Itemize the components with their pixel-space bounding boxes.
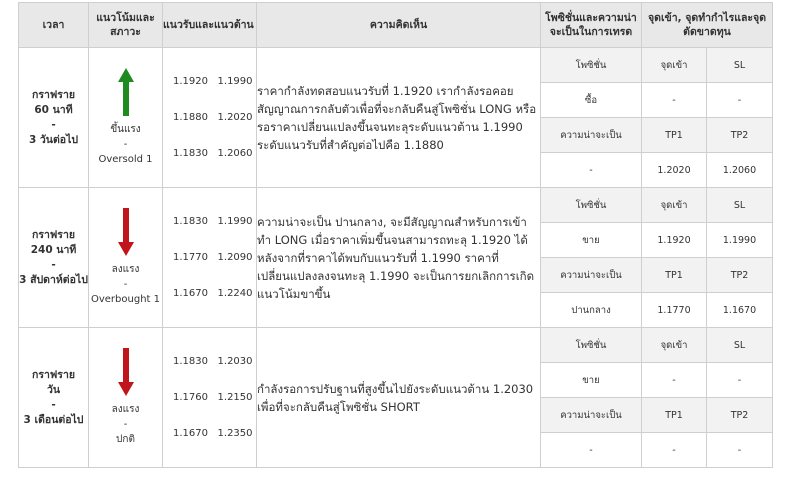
support-resistance-level: 1.1670 1.2350 — [173, 427, 253, 439]
trade-grid-cell: ความน่าจะเป็น — [541, 118, 642, 153]
trade-grid-cell: 1.1990 — [707, 223, 773, 258]
support-resistance-cell — [163, 328, 257, 468]
analysis-row — [19, 328, 773, 363]
timeframe-horizon: 3 สัปดาห์ต่อไป — [19, 273, 88, 286]
trade-grid-cell: SL — [707, 48, 773, 83]
trade-grid-cell: - — [642, 363, 707, 398]
analysis-row — [19, 188, 773, 223]
trade-grid-cell: - — [642, 83, 707, 118]
trend-separator: - — [123, 139, 128, 150]
timeframe-chart-period: 60 นาที — [34, 103, 73, 116]
down-arrow-icon — [89, 208, 162, 256]
timeframe-cell — [19, 188, 89, 328]
trade-grid-cell: ขาย — [541, 363, 642, 398]
trade-grid-cell: 1.1770 — [642, 293, 707, 328]
trade-grid-cell: จุดเข้า — [642, 188, 707, 223]
header-levels: จุดเข้า, จุดทำกำไรและจุดตัดขาดทุน — [642, 3, 773, 48]
support-resistance-cell — [163, 48, 257, 188]
timeframe-separator: - — [51, 398, 56, 411]
support-resistance-level: 1.1830 1.2030 — [173, 355, 253, 367]
timeframe-separator: - — [51, 258, 56, 271]
trade-grid-cell: โพซิชั่น — [541, 48, 642, 83]
trend-label: ลงแรง — [111, 404, 140, 415]
header-time: เวลา — [19, 3, 89, 48]
timeframe-cell — [19, 328, 89, 468]
trade-grid-cell: ความน่าจะเป็น — [541, 398, 642, 433]
up-arrow-icon — [89, 68, 162, 116]
trade-grid-cell: 1.1920 — [642, 223, 707, 258]
header-row — [19, 3, 773, 48]
trade-grid-cell: TP1 — [642, 258, 707, 293]
analysis-row — [19, 48, 773, 83]
trade-grid-cell: ปานกลาง — [541, 293, 642, 328]
timeframe-chart-label: กราฟราย — [31, 88, 75, 101]
comment-cell: ราคากำลังทดสอบแนวรับที่ 1.1920 เรากำลังรอคอยสัญญาณการกลับตัวเพื่อที่จะกลับคืนสู่โพซิชั่น LONG หรือรอราคาเปลี่ยนแปลงขึ้นจนทะลุระดับแนวต้าน 1.1990 ระดับแนวรับที่สำคัญต่อไปคือ 1.1880 — [257, 48, 541, 188]
trade-grid-cell: TP2 — [707, 258, 773, 293]
comment-cell: ความน่าจะเป็น ปานกลาง, จะมีสัญญาณสำหรับการเข้าทำ LONG เมื่อราคาเพิ่มขึ้นจนสามารถทะลุ 1.1920 ได้หลังจากที่ราคาได้พบกับแนวรับที่ 1.1990 ราคาที่เปลี่ยนแปลงลงจนทะลุ 1.1990 จะเป็นการยกเลิกการเกิดแนวโน้มขาขึ้น — [257, 188, 541, 328]
trade-grid-cell: TP2 — [707, 398, 773, 433]
timeframe-horizon: 3 วันต่อไป — [28, 133, 79, 146]
timeframe-chart-period: วัน — [46, 383, 61, 396]
header-position: โพซิชั่นและความน่าจะเป็นในการเทรด — [541, 3, 642, 48]
timeframe-chart-label: กราฟราย — [31, 368, 75, 381]
trend-cell — [89, 328, 163, 468]
trend-state: Overbought 1 — [90, 294, 160, 305]
trade-grid-cell: จุดเข้า — [642, 48, 707, 83]
trade-grid-cell: SL — [707, 188, 773, 223]
trade-grid-cell: - — [707, 363, 773, 398]
timeframe-chart-label: กราฟราย — [31, 228, 75, 241]
header-support-resistance: แนวรับและแนวต้าน — [163, 3, 257, 48]
trade-grid-cell: - — [707, 433, 773, 468]
trade-grid-cell: จุดเข้า — [642, 328, 707, 363]
header-comment: ความคิดเห็น — [257, 3, 541, 48]
timeframe-chart-period: 240 นาที — [30, 243, 77, 256]
trade-grid-cell: - — [707, 83, 773, 118]
trade-grid-cell: โพซิชั่น — [541, 188, 642, 223]
trade-grid-cell: 1.1670 — [707, 293, 773, 328]
trade-grid-cell: โพซิชั่น — [541, 328, 642, 363]
trend-label: ลงแรง — [111, 264, 140, 275]
timeframe-cell — [19, 48, 89, 188]
support-resistance-cell — [163, 188, 257, 328]
support-resistance-level: 1.1830 1.1990 — [173, 215, 253, 227]
trade-grid-cell: ซื้อ — [541, 83, 642, 118]
trading-analysis-table-container — [18, 2, 772, 468]
trend-separator: - — [123, 419, 128, 430]
trend-separator: - — [123, 279, 128, 290]
trade-grid-cell: 1.2060 — [707, 153, 773, 188]
trade-grid-cell: - — [541, 433, 642, 468]
trade-grid-cell: ความน่าจะเป็น — [541, 258, 642, 293]
trend-cell — [89, 48, 163, 188]
support-resistance-level: 1.1830 1.2060 — [173, 147, 253, 159]
trade-grid-cell: - — [642, 433, 707, 468]
support-resistance-level: 1.1920 1.1990 — [173, 75, 253, 87]
trade-grid-cell: 1.2020 — [642, 153, 707, 188]
support-resistance-level: 1.1880 1.2020 — [173, 111, 253, 123]
trading-analysis-table — [18, 2, 773, 468]
trade-grid-cell: TP1 — [642, 398, 707, 433]
trade-grid-cell: ขาย — [541, 223, 642, 258]
header-trend: แนวโน้มและสภาวะ — [89, 3, 163, 48]
support-resistance-level: 1.1670 1.2240 — [173, 287, 253, 299]
trade-grid-cell: - — [541, 153, 642, 188]
trend-state: ปกติ — [116, 434, 135, 445]
comment-cell: กำลังรอการปรับฐานที่สูงขึ้นไปยังระดับแนวต้าน 1.2030 เพื่อที่จะกลับคืนสู่โพซิชั่น SHORT — [257, 328, 541, 468]
trend-state: Oversold 1 — [98, 154, 153, 165]
trend-label: ขึ้นแรง — [110, 124, 141, 135]
timeframe-horizon: 3 เดือนต่อไป — [23, 413, 84, 426]
trend-cell — [89, 188, 163, 328]
trade-grid-cell: SL — [707, 328, 773, 363]
support-resistance-level: 1.1770 1.2090 — [173, 251, 253, 263]
timeframe-separator: - — [51, 118, 56, 131]
down-arrow-icon — [89, 348, 162, 396]
trade-grid-cell: TP2 — [707, 118, 773, 153]
trade-grid-cell: TP1 — [642, 118, 707, 153]
support-resistance-level: 1.1760 1.2150 — [173, 391, 253, 403]
